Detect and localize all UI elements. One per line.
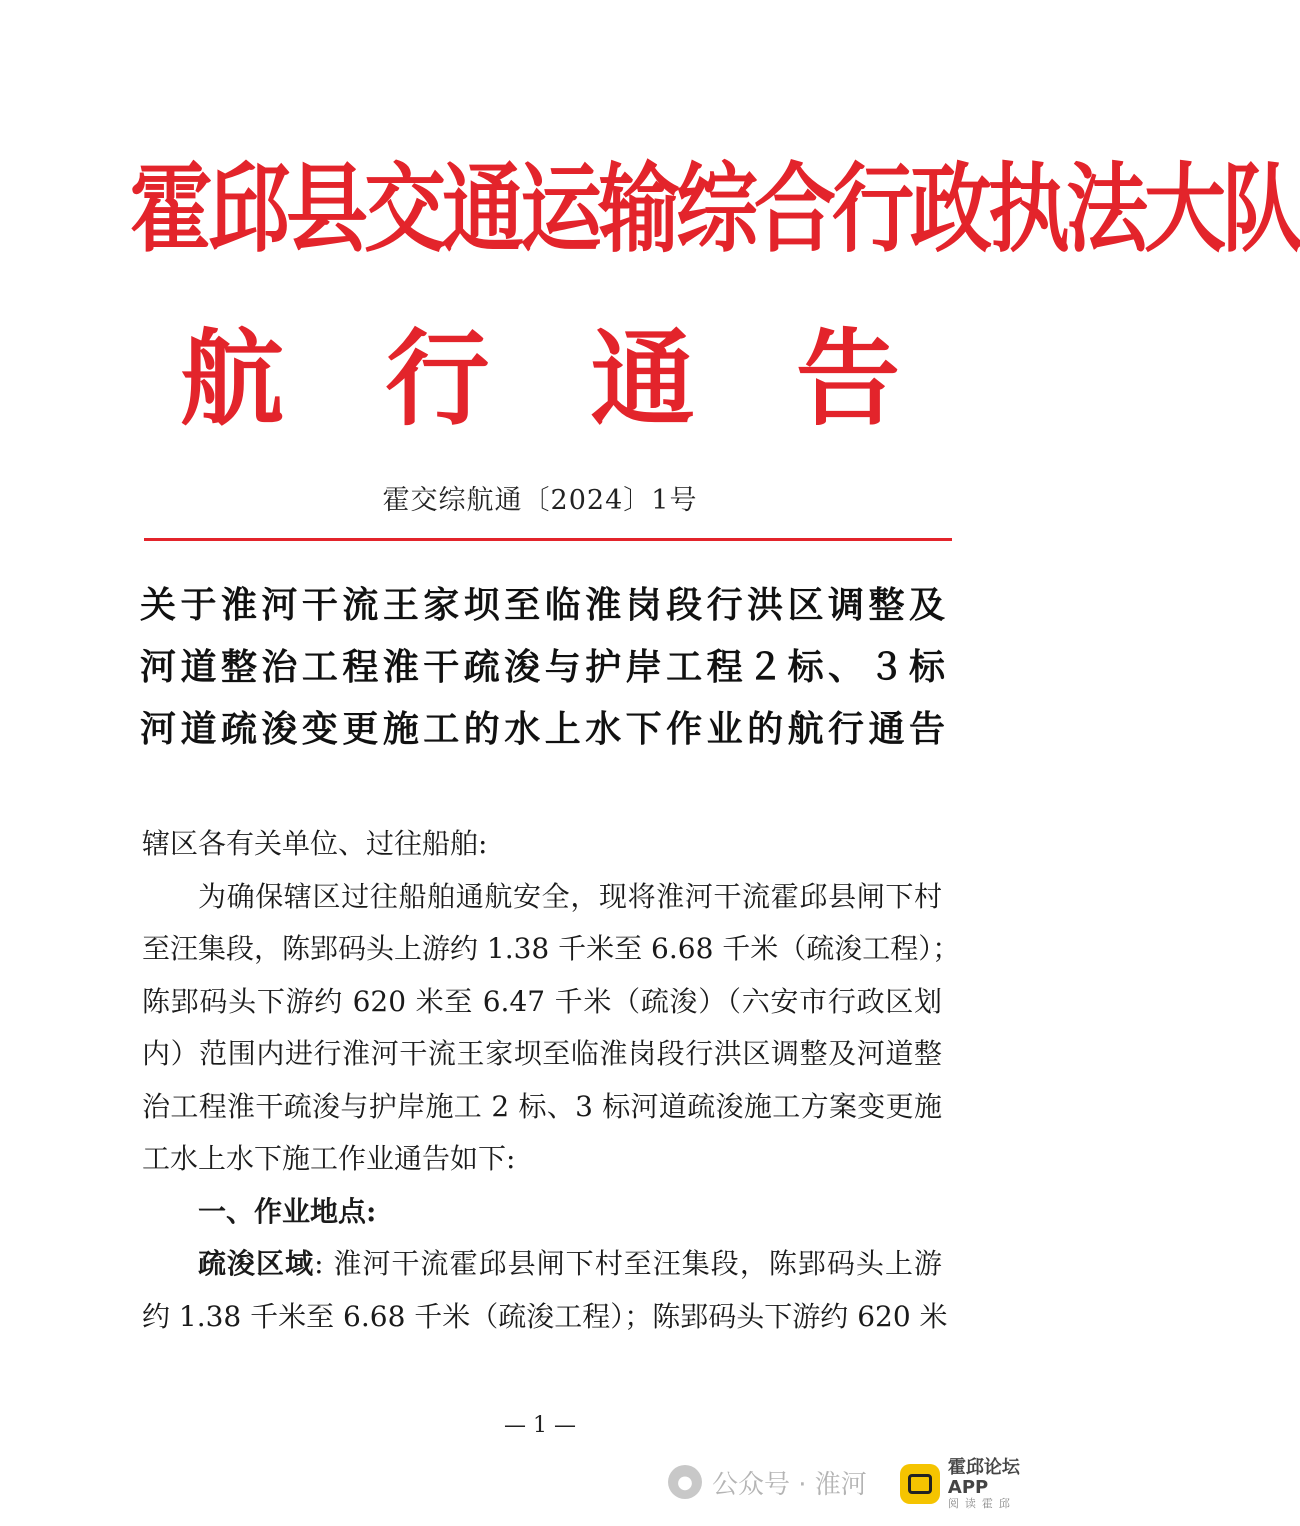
page-number: — 1 — <box>504 1413 576 1438</box>
paragraph-line: 为确保辖区过往船舶通航安全，现将淮河干流霍邱县闸下村 <box>198 879 942 913</box>
notice-title-char: 行 <box>385 318 490 440</box>
notice-title-char: 告 <box>795 318 900 440</box>
app-text <box>948 1458 1060 1510</box>
subject-line: 河道疏浚变更施工的水上水下作业的航行通告 <box>140 708 945 750</box>
dredging-text: : 淮河干流霍邱县闸下村至汪集段，陈郢码头上游 <box>314 1247 942 1280</box>
dredging-label: 疏浚区域 <box>198 1247 315 1280</box>
salutation: 辖区各有关单位、过往船舶: <box>142 827 488 860</box>
dredging-line: 约 1.38 千米至 6.68 千米（疏浚工程）；陈郢码头下游约 620 米 <box>142 1299 948 1333</box>
paragraph-line: 工水上水下施工作业通告如下: <box>142 1142 516 1175</box>
doc-number: 霍交综航通〔2024〕1号 <box>382 485 698 516</box>
notice-title <box>180 314 900 444</box>
paragraph-line: 治工程淮干疏浚与护岸施工 2 标、3 标河道疏浚施工方案变更施 <box>142 1089 942 1123</box>
wechat-watermark <box>668 1452 867 1512</box>
dredging-line <box>142 1238 942 1291</box>
section-heading: 一、作业地点: <box>198 1194 377 1228</box>
subject-line: 关于淮河干流王家坝至临淮岗段行洪区调整及 <box>140 584 945 626</box>
app-slogan: 阅读霍邱 <box>947 1496 1016 1510</box>
paragraph-line: 至汪集段，陈郢码头上游约 1.38 千米至 6.68 千米（疏浚工程）； <box>142 932 961 965</box>
red-divider <box>144 538 952 541</box>
paragraph-line: 内）范围内进行淮河干流王家坝至临淮岗段行洪区调整及河道整 <box>142 1037 942 1070</box>
body-text <box>142 818 961 1343</box>
org-title: 霍邱县交通运输综合行政执法大队 <box>130 153 1300 267</box>
app-name: 霍邱论坛APP <box>947 1457 1020 1498</box>
app-logo-icon <box>900 1464 940 1504</box>
subject-heading <box>140 574 945 760</box>
notice-title-char: 航 <box>180 318 285 440</box>
subject-line: 河道整治工程淮干疏浚与护岸工程２标、３标 <box>140 646 945 688</box>
notice-title-char: 通 <box>590 318 695 440</box>
wechat-icon: ● <box>668 1465 702 1499</box>
app-badge[interactable] <box>900 1456 1060 1512</box>
paragraph-line: 陈郢码头下游约 620 米至 6.47 千米（疏浚）（六安市行政区划 <box>142 984 942 1018</box>
watermark-text: 公众号 · 淮河 <box>712 1469 867 1500</box>
